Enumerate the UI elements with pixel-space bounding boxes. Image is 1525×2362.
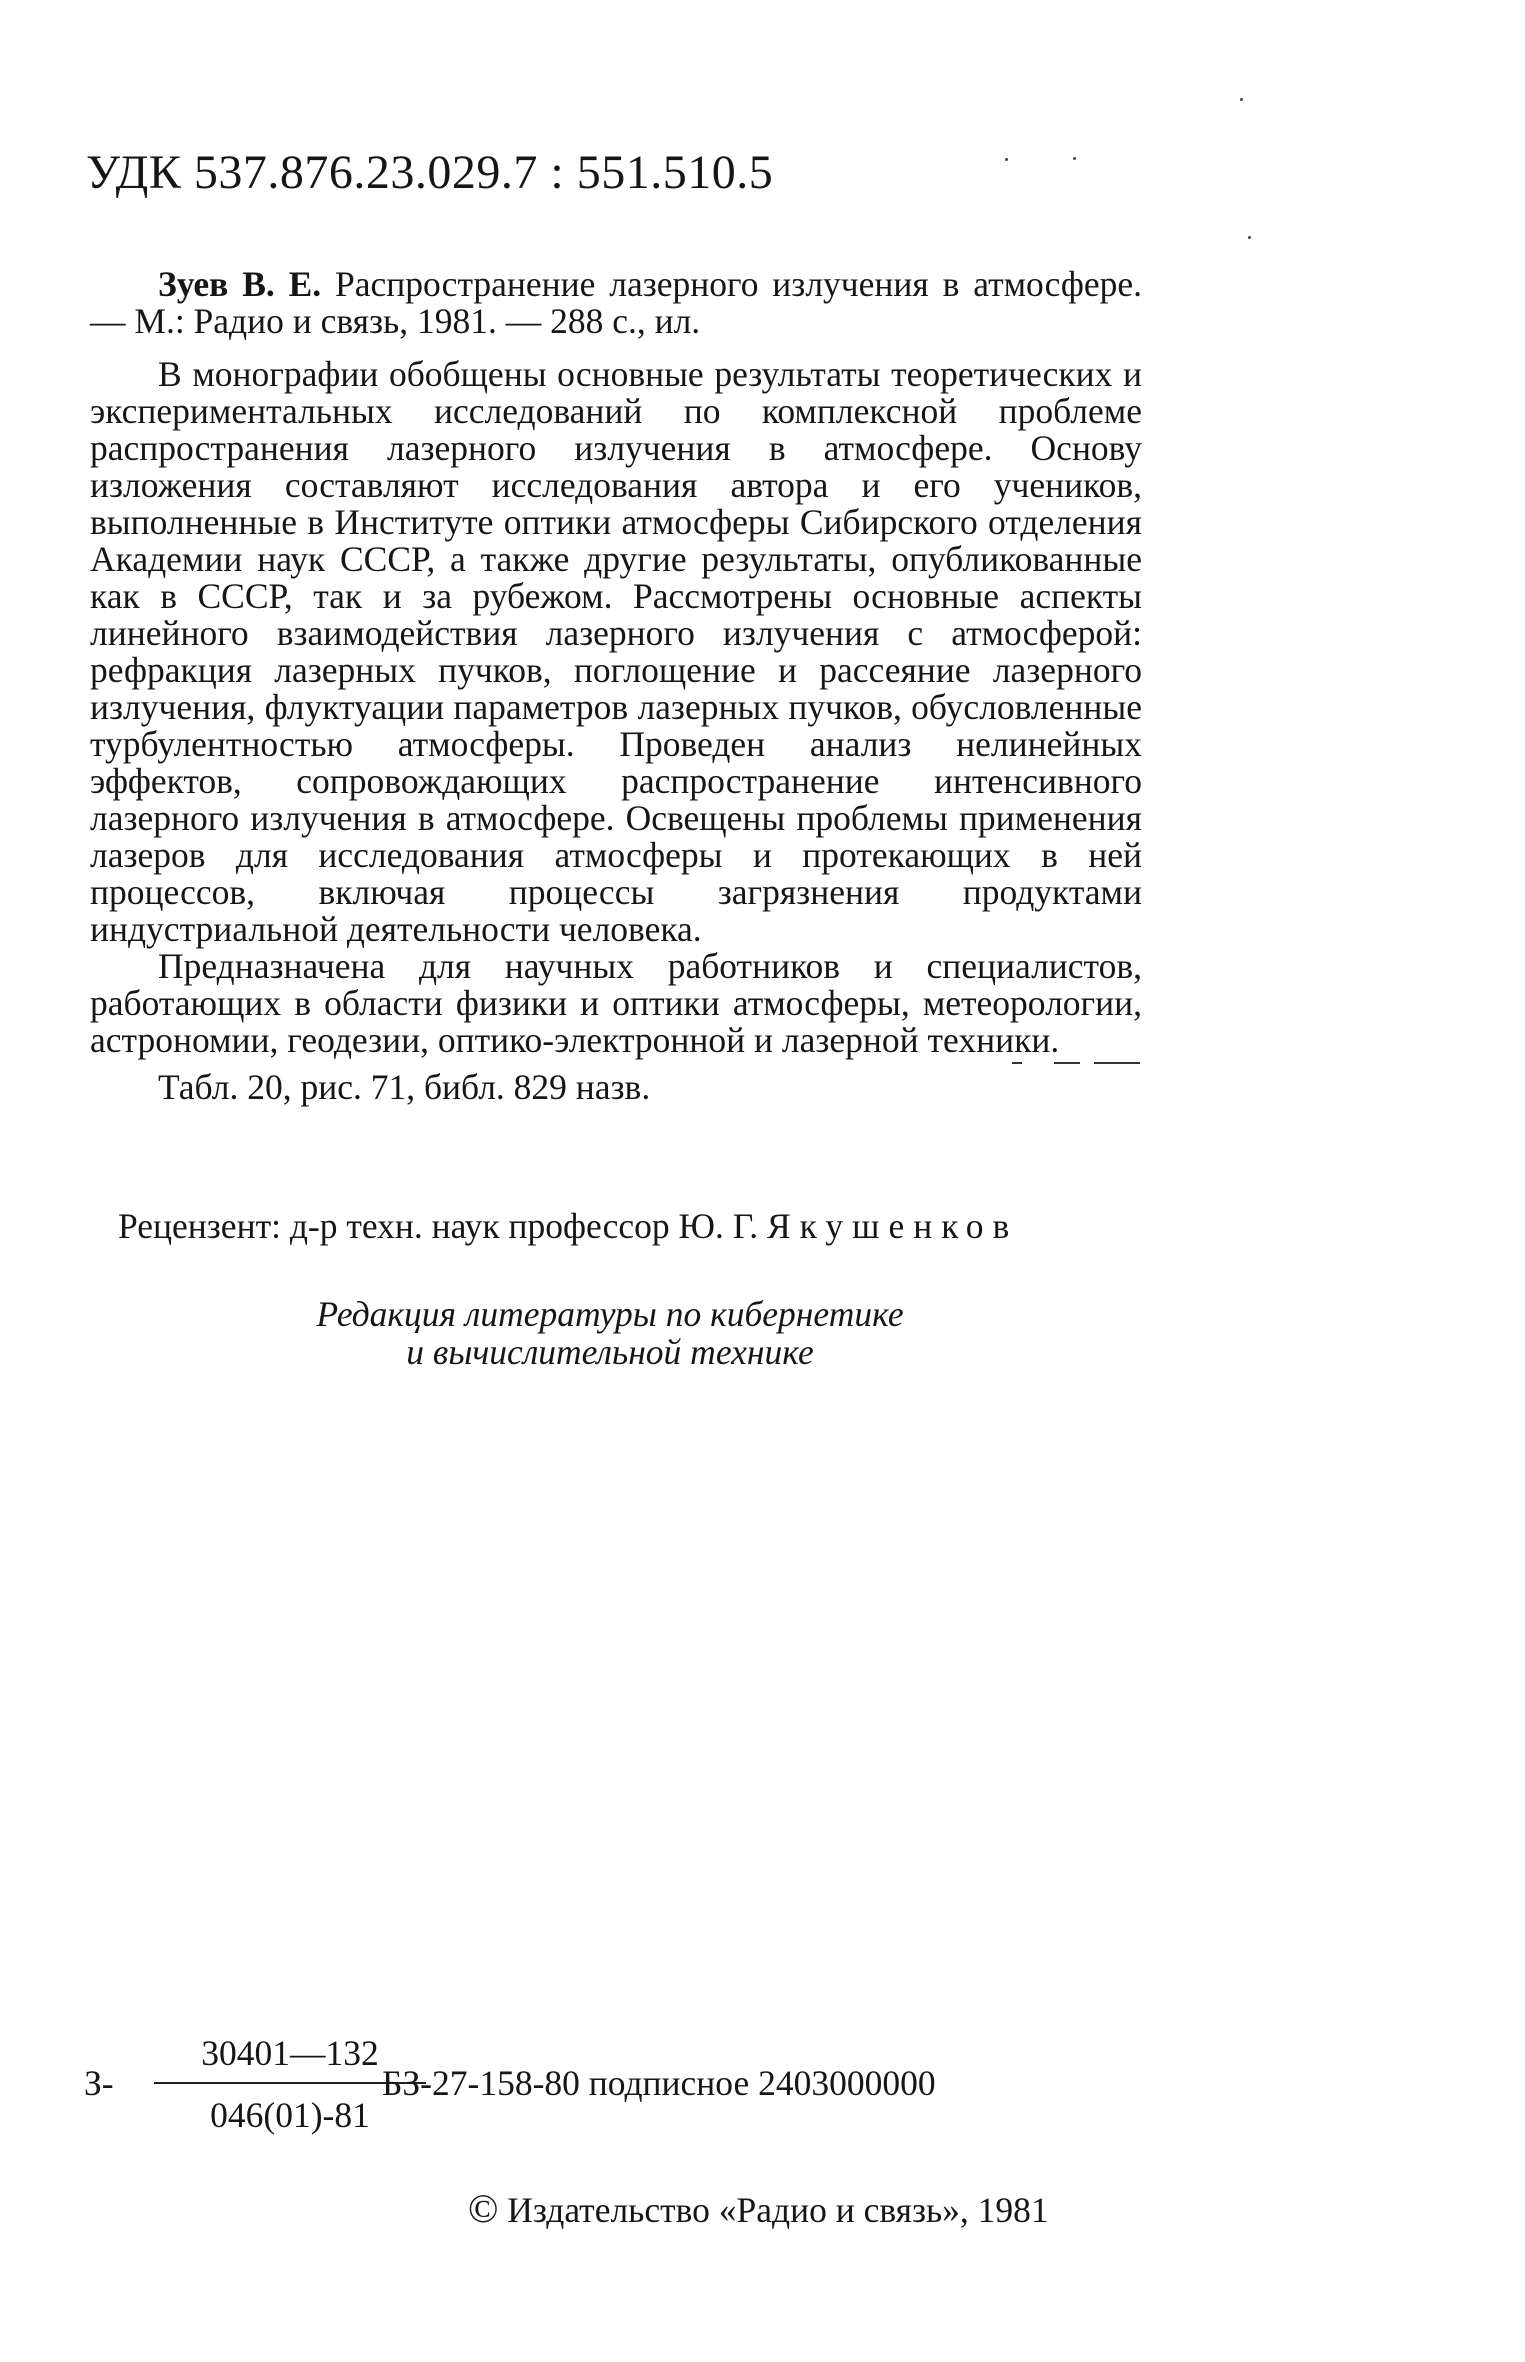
tables-figures-references: Табл. 20, рис. 71, библ. 829 назв. — [158, 1067, 651, 1107]
print-marks — [1012, 1062, 1142, 1066]
reviewer-line — [118, 1205, 1018, 1247]
scan-speck — [1005, 158, 1008, 161]
publication-index-code — [84, 2010, 1384, 2140]
index-denominator: 046(01)-81 — [210, 2095, 370, 2135]
scan-speck — [1248, 236, 1251, 239]
copyright-icon: © — [468, 2186, 499, 2231]
copyright-text: Издательство «Радио и связь», 1981 — [507, 2190, 1049, 2230]
index-numerator: 30401—132 — [201, 2033, 379, 2073]
udk-code: УДК 537.876.23.029.7 : 551.510.5 — [86, 146, 774, 199]
author-name: Зуев В. Е. — [158, 264, 322, 304]
reviewer-label: Рецензент: д-р техн. наук профессор Ю. Г. — [118, 1206, 759, 1246]
editorial-line-2: и вычислительной технике — [406, 1332, 814, 1372]
abstract-paragraph-1: В монографии обобщены основные результаты теоретических и экспериментальных исследований по комплексной проблеме распространения лазерного излучения в атмосфере. Основу изложения составляют исследования автора и его учеников, выполненные в Институте оптики атмосферы Сибирского отделения Академии наук СССР, а также другие результаты, опубликованные как в СССР, так и за рубежом. Рассмотрены основные аспекты линейного взаимодействия лазерного излучения с атмосферой: рефракция лазерных пучков, поглощение и рассеяние лазерного излучения, флуктуации параметров лазерных пучков, обусловленные турбулентностью атмосферы. Проведен анализ нелинейных эффектов, сопровождающих распространение интенсивного лазерного излучения в атмосфере. Освещены проблемы применения лазеров для исследования атмосферы и протекающих в ней процессов, включая процессы загрязнения продуктами индустриальной деятельности человека. — [90, 354, 1142, 949]
index-prefix: З- — [84, 2063, 114, 2103]
bibliographic-entry — [90, 266, 1142, 340]
bibliographic-paragraph — [90, 266, 1142, 340]
reviewer-surname: Якушенков — [766, 1206, 1019, 1246]
scan-speck — [1240, 98, 1243, 101]
editorial-line-1: Редакция литературы по кибернетике — [316, 1294, 904, 1334]
editorial-office — [250, 1295, 970, 1371]
copyright-line — [468, 2185, 1049, 2232]
abstract — [90, 356, 1142, 1059]
index-tail: БЗ-27-158-80 подписное 2403000000 — [382, 2063, 936, 2103]
bibliographic-details: Распространение лазерного излучения в атмосфере. — М.: Радио и связь, 1981. — 288 с., ил. — [90, 264, 1143, 341]
abstract-paragraph-2: Предназначена для научных работников и специалистов, работающих в области физики и оптики атмосферы, метеорологии, астрономии, геодезии, оптико-электронной и лазерной техники. — [90, 946, 1142, 1060]
scan-speck — [1073, 157, 1076, 160]
